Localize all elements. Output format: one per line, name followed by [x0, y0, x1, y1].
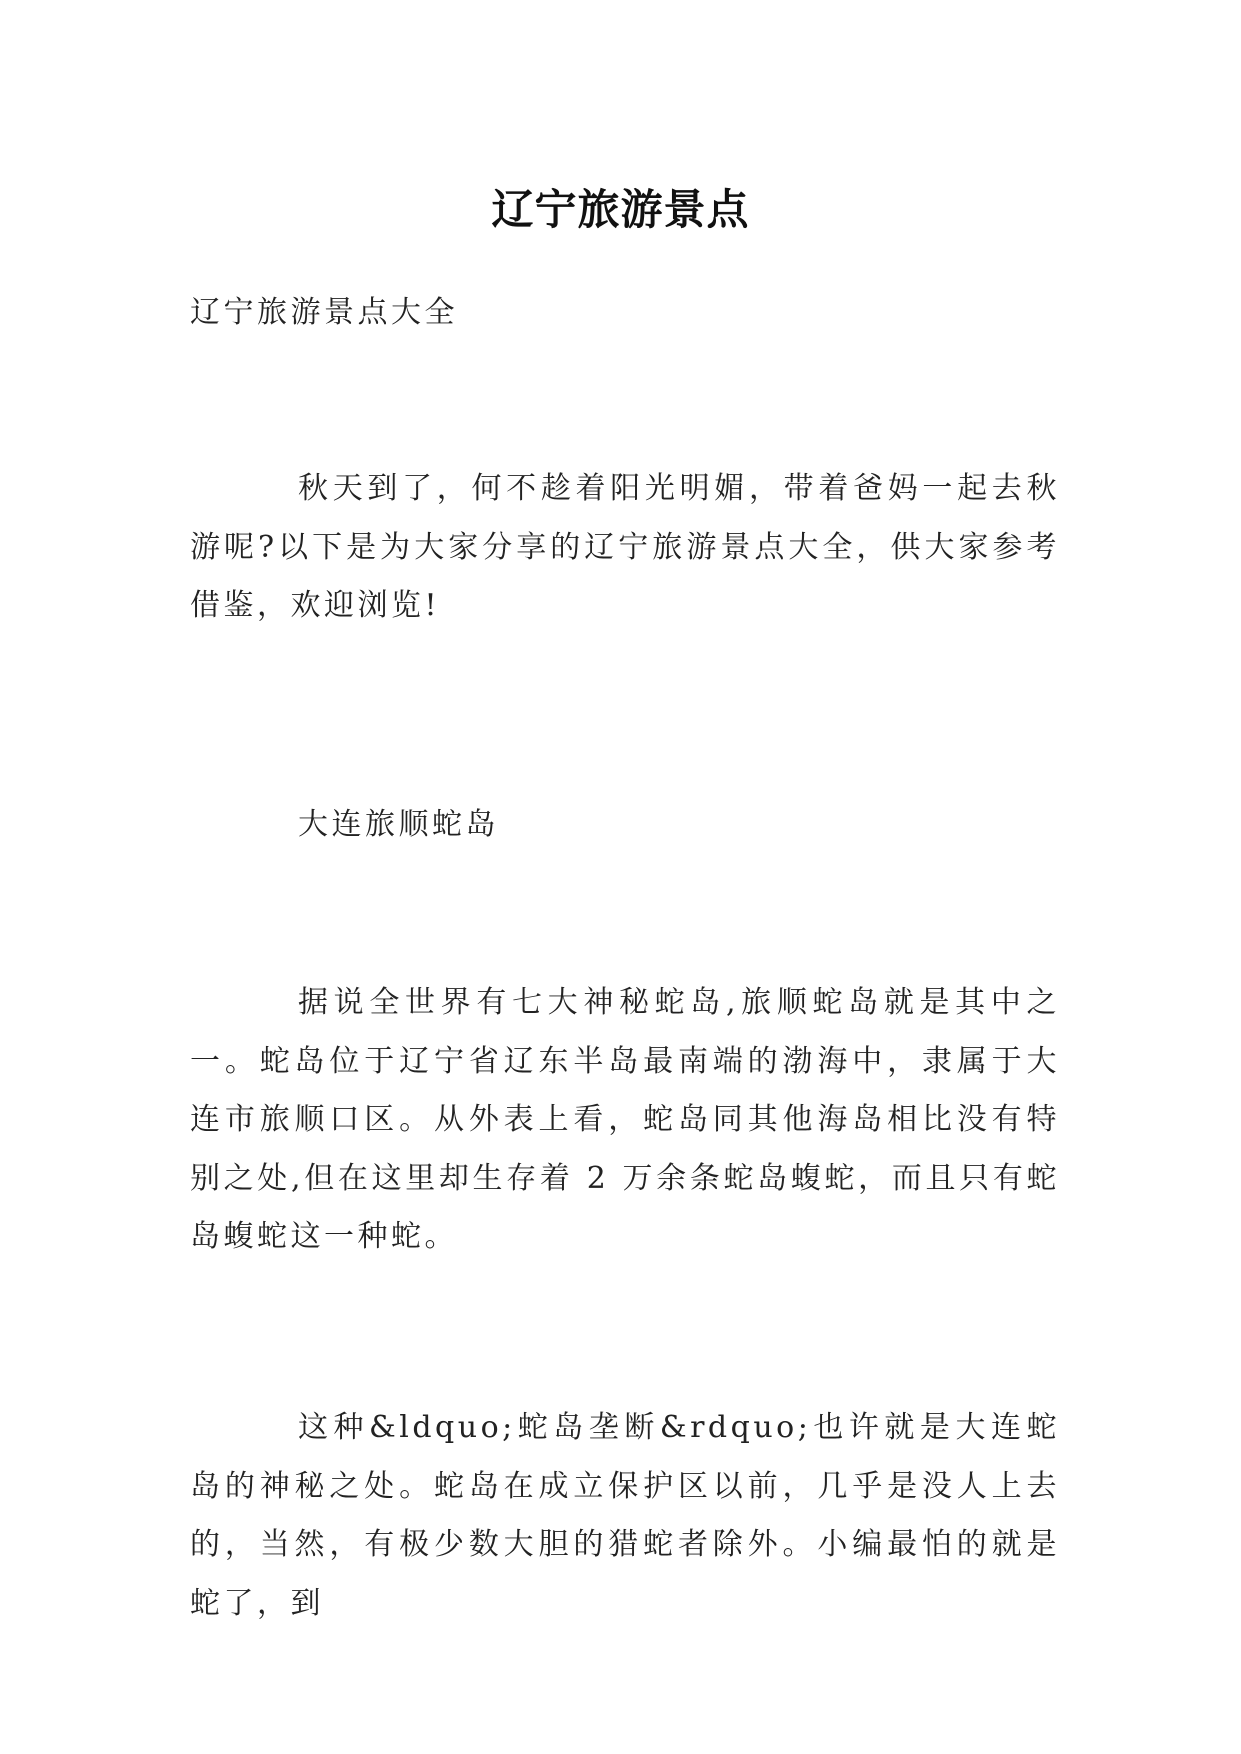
body-paragraph: 据说全世界有七大神秘蛇岛,旅顺蛇岛就是其中之一。蛇岛位于辽宁省辽东半岛最南端的渤海中，隶属于大连市旅顺口区。从外表上看，蛇岛同其他海岛相比没有特别之处,但在这里却生存着 2 万余条蛇岛蝮蛇，而且只有蛇岛蝮蛇这一种蛇。 — [190, 985, 1060, 1254]
subtitle-paragraph: 辽宁旅游景点大全 — [190, 295, 458, 330]
body-paragraph: 这种&ldquo;蛇岛垄断&rdquo;也许就是大连蛇岛的神秘之处。蛇岛在成立保护区以前，几乎是没人上去的，当然，有极少数大胆的猎蛇者除外。小编最怕的就是蛇了，到 — [190, 1410, 1060, 1621]
intro-paragraph: 秋天到了，何不趁着阳光明媚，带着爸妈一起去秋游呢?以下是为大家分享的辽宁旅游景点大全，供大家参考借鉴，欢迎浏览! — [190, 471, 1060, 623]
section-heading: 大连旅顺蛇岛 — [298, 807, 499, 842]
document-title: 辽宁旅游景点 — [491, 185, 750, 235]
